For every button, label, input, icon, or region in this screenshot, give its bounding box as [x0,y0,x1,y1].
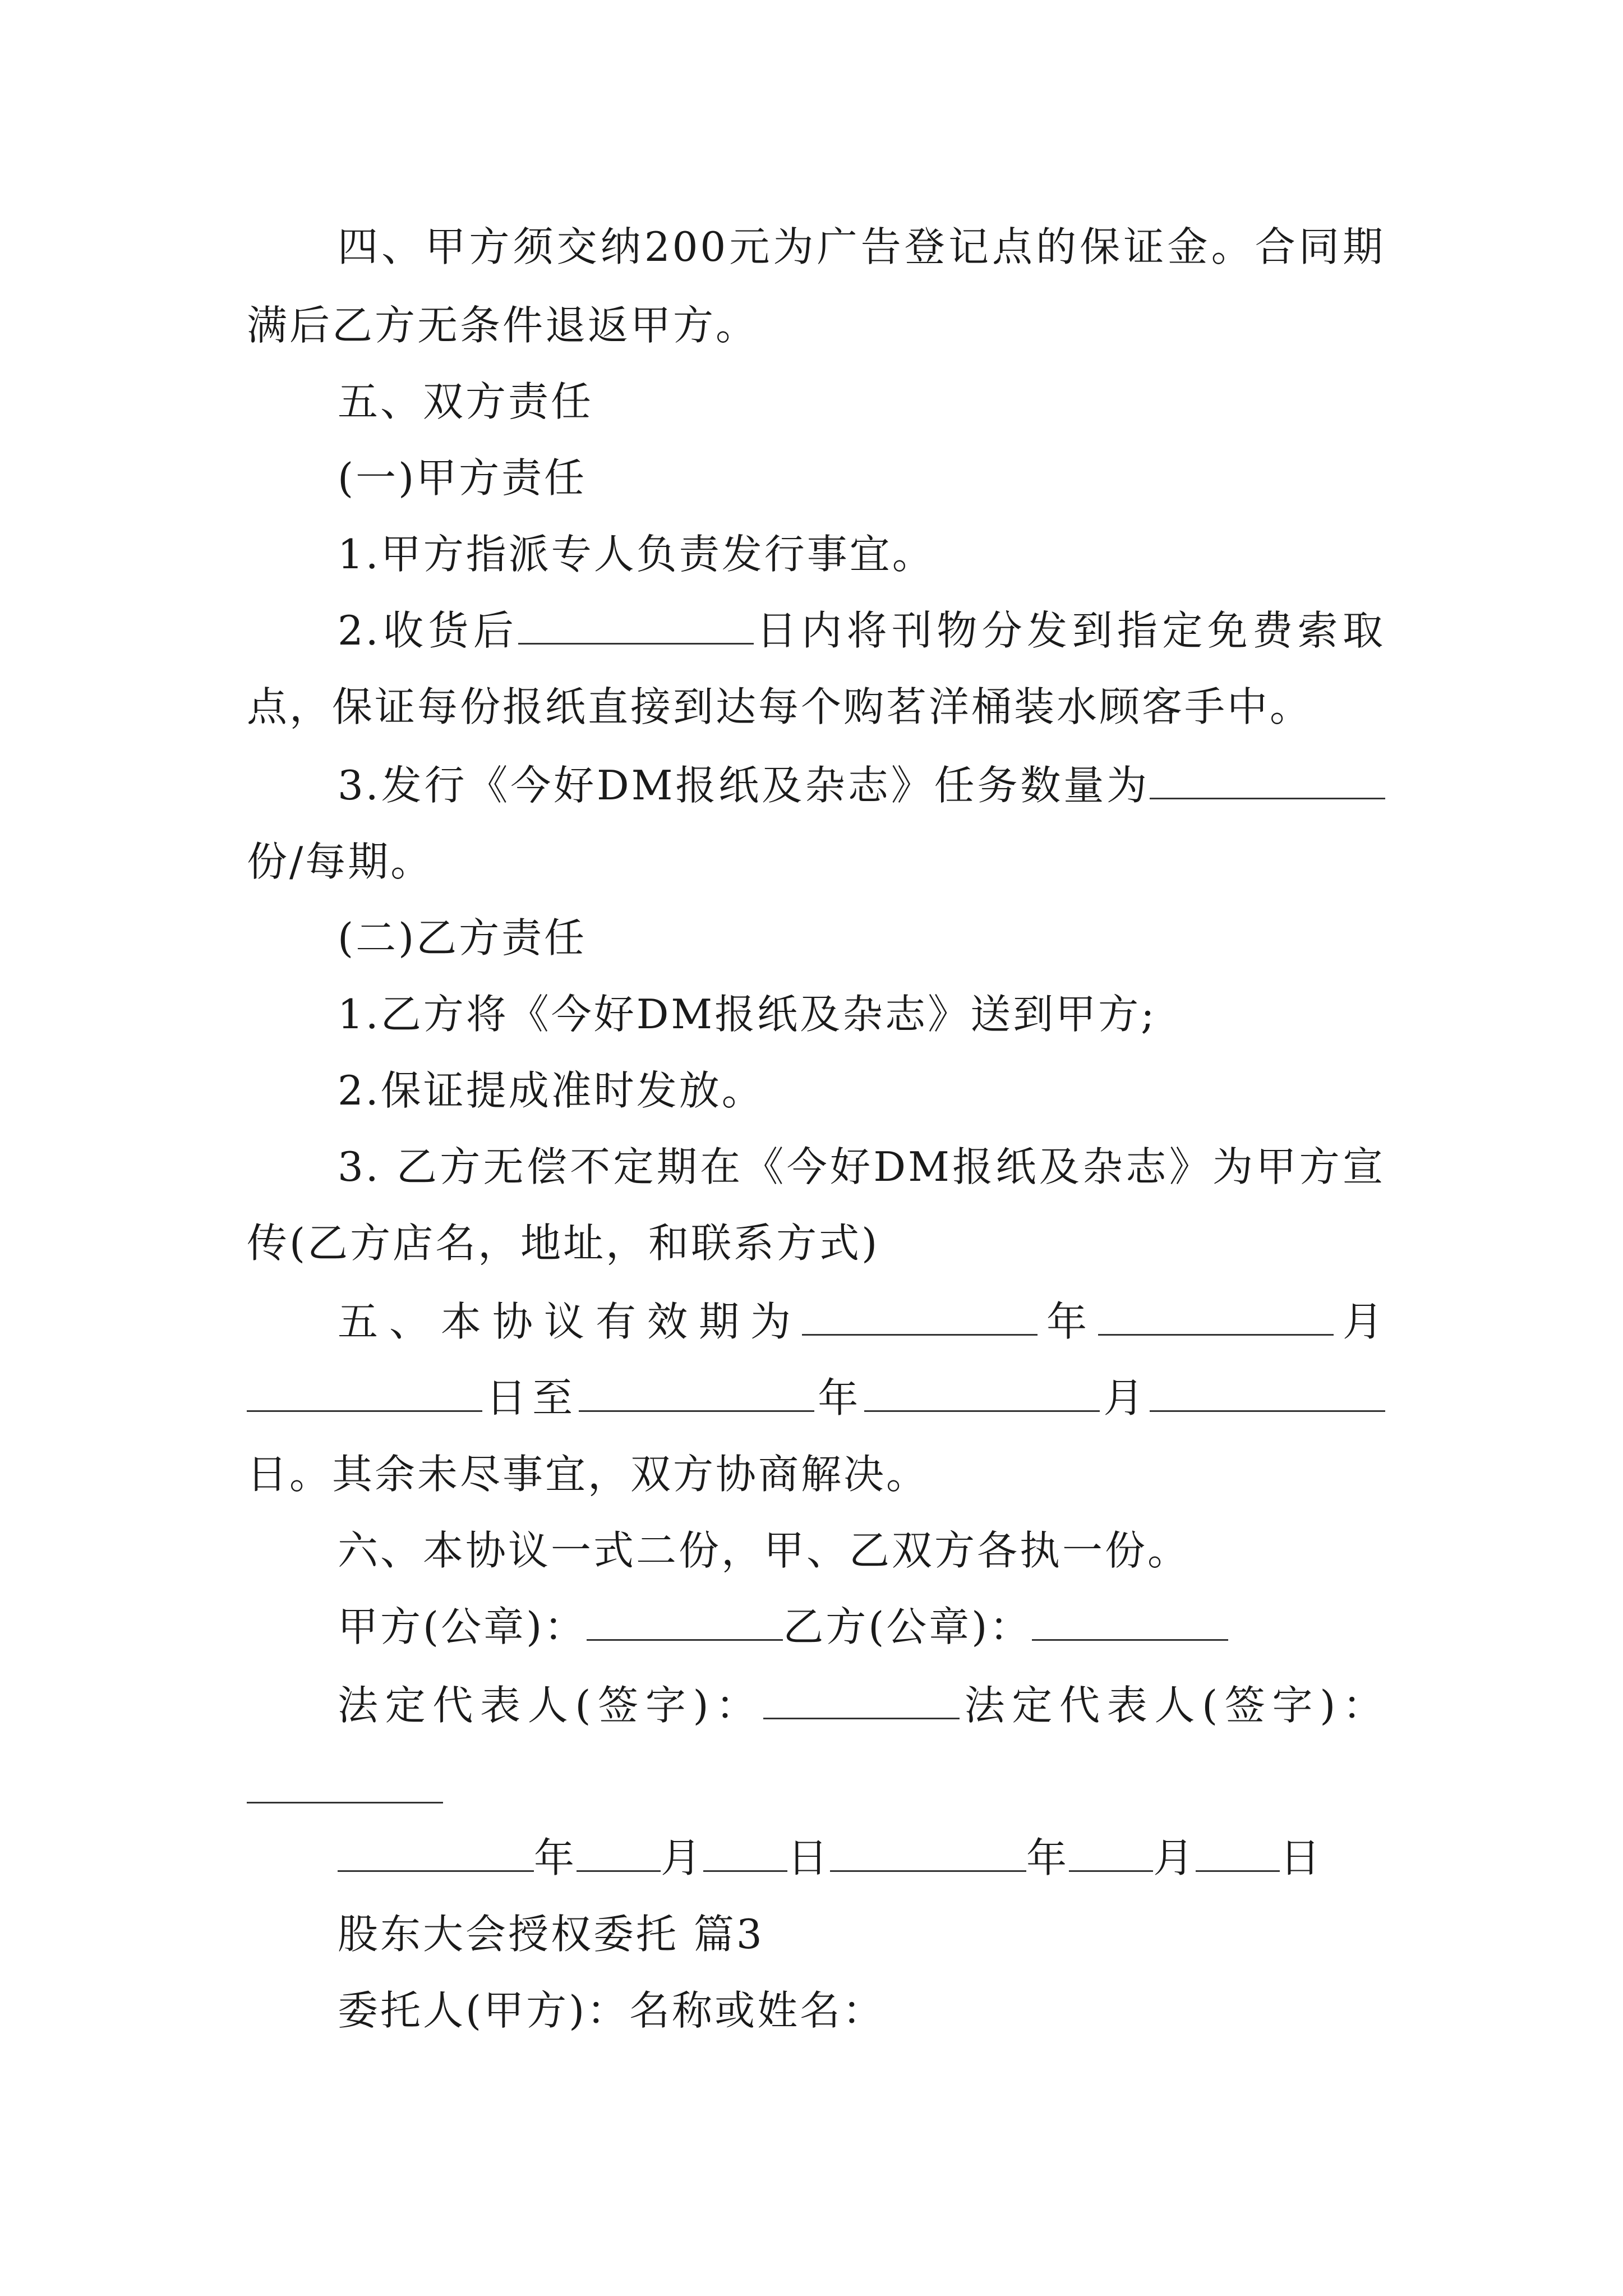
blank-line [1196,1837,1280,1872]
text-span: 月 [1099,1374,1150,1421]
list-item [338,746,1385,825]
paragraph-line [247,668,1385,746]
paragraph-line [247,286,1385,365]
text-span: 3.发行《今好DM报纸及杂志》任务数量为 [338,762,1150,809]
paragraph-line [338,1511,1385,1590]
signature-line [338,1666,1385,1745]
text-span: 股东大会授权委托 篇3 [338,1911,764,1958]
text-span: 月 [1333,1298,1385,1345]
blank-line [1150,1377,1385,1412]
blank-line [802,1300,1038,1336]
list-item [338,591,1385,670]
list-item [338,1128,1385,1206]
paragraph-line [247,1204,1385,1282]
text-span: 年 [1037,1298,1098,1345]
text-span: 份/每期。 [247,838,434,885]
paragraph-line [247,1435,1385,1513]
date-line [338,1819,1385,1897]
text-span: 法定代表人(签字)： [338,1682,763,1729]
text-span: 点，保证每份报纸直接到达每个购茗洋桶装水顾客手中。 [247,683,1313,730]
blank-line [587,1605,783,1641]
validity-line [338,1282,1385,1361]
blank-line [1069,1837,1153,1872]
blank-line [247,1377,482,1412]
blank-line [1150,764,1385,799]
paragraph-line [338,208,1385,286]
blank-line [864,1377,1100,1412]
text-span: 传(乙方店名，地址，和联系方式) [247,1220,880,1267]
text-span: 年 [814,1374,864,1421]
text-span: (一)甲方责任 [338,454,587,501]
text-span: 乙方(公章)： [783,1603,1032,1650]
list-item [338,515,1385,593]
text-span: 法定代表人(签字)： [960,1682,1385,1729]
text-span: 1.甲方指派专人负责发行事宜。 [338,531,935,578]
text-span: 年 [534,1834,577,1881]
text-span: 日内将刊物分发到指定免费索取 [754,607,1385,654]
list-item [338,1051,1385,1130]
text-span: 甲方(公章)： [338,1603,587,1650]
text-span: 日。其余未尽事宜，双方协商解决。 [247,1451,929,1498]
blank-line [1032,1605,1228,1641]
list-item [338,975,1385,1053]
blank-line [579,1377,814,1412]
validity-line [247,1359,1385,1437]
text-span: 2.收货后 [338,607,519,654]
text-span: 四、甲方须交纳200元为广告登记点的保证金。合同期 [338,223,1385,270]
text-span: 月 [661,1834,704,1881]
blank-line [518,609,754,645]
text-span: (二)乙方责任 [338,914,587,961]
section-heading [338,362,1385,441]
seal-line [338,1588,1385,1666]
text-span: 满后乙方无条件退返甲方。 [247,302,759,349]
text-span: 3. 乙方无偿不定期在《今好DM报纸及杂志》为甲方宣 [338,1143,1385,1190]
text-span: 年 [1026,1834,1069,1881]
blank-line [247,1802,443,1803]
blank-line [703,1837,787,1872]
text-span: 五、双方责任 [338,378,594,425]
text-span: 月 [1153,1834,1196,1881]
blank-line [830,1837,1026,1872]
text-span: 2.保证提成准时发放。 [338,1067,764,1114]
blank-line [577,1837,661,1872]
blank-line [1098,1300,1334,1336]
text-span: 1.乙方将《今好DM报纸及杂志》送到甲方; [338,991,1157,1038]
subsection-heading [338,899,1385,977]
text-span: 日 [1280,1834,1323,1881]
blank-line [338,1837,534,1872]
subsection-heading [338,439,1385,517]
text-span: 日至 [482,1374,579,1421]
section-title [338,1895,1385,1973]
text-span: 日 [787,1834,831,1881]
text-span: 五、本协议有效期为 [338,1298,802,1345]
blank-line [763,1684,960,1719]
text-span: 委托人(甲方)：名称或姓名： [338,1987,886,2034]
paragraph-line [338,1971,1385,2050]
text-span: 六、本协议一式二份，甲、乙双方各执一份。 [338,1527,1191,1574]
paragraph-line [247,822,1385,901]
